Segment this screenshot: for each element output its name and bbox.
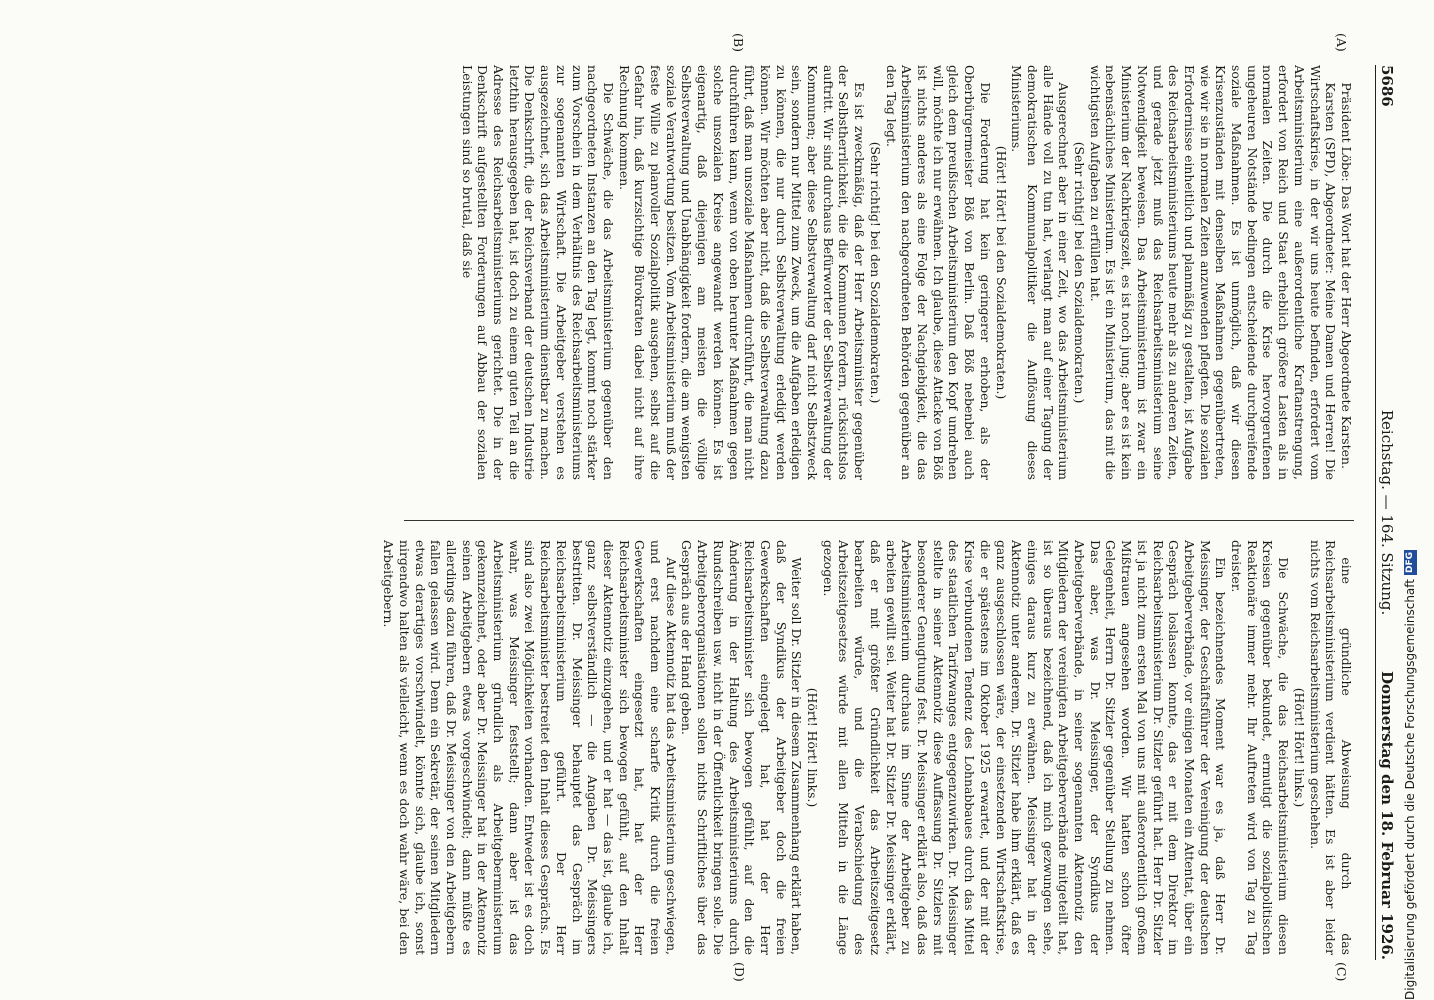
funding-text: Digitalisierung gefördert durch die Deutsche Forschungsgemeinschaft — [1403, 578, 1417, 1000]
paragraph: Karsten (SPD), Abgeordneter: Meine Damen und Herren! Die Wirtschaftskrise, in der wir uns heute befinden, erfordert vom Arbeitsministerium eine außerordentliche Kraftanstrengung, erfordert von Reich und Staat erheblich größere Lasten als in normalen Zeiten. Die durch die Krise hervorgerufenen ungeheuren Notstände bedingen entscheidende durchgreifende soziale Maßnahmen. Es ist unmöglich, daß wir diesen Krisenzuständen mit denselben Maßnahmen gegenübertreten, wie wir sie in normalen Zeiten anzuwenden pflegten. Die sozialen Erfordernisse einheitlich und planmäßig zu gestalten, ist Aufgabe des Reichsarbeitsministeriums heute mehr als zu anderen Zeiten, und gerade jetzt muß das Reichsarbeitsministerium seine Notwendigkeit beweisen. Das Arbeitsministerium ist zwar ein Ministerium der Nachkriegszeit, es ist noch jung; aber es ist kein nebensächliches Ministerium. Es ist ein Ministerium, das mit die wichtigsten Aufgaben zu erfüllen hat. — [1087, 65, 1339, 480]
interjection: (Hört! Hört! links.) — [805, 687, 821, 808]
paragraph: Die Schwäche, die das Arbeitsministerium gegenüber den nachgeordneten Instanzen an den Tag legt, kommt noch stärker zum Vorschein in dem Verhältnis des Reichsarbeitsministeriums zur sogenannten Wirtschaft. Die Arbeitgeber verstehen es ausgezeichnet, sich das Arbeitsministerium dienstbar zu machen. Die Denkschrift, die der Reichsverband der deutschen Industrie letzthin herausgegeben hat, ist doch zu einem guten Teil an die Adresse des Reichsarbeitsministeriums gerichtet. Die in der Denkschrift aufgestellten Forderungen auf Abbau der sozialen Leistungen sind so brutal, daß sie — [459, 65, 616, 480]
paragraph: Ein bezeichnendes Moment war es ja, daß Herr Dr. Meissinger, der Geschäftsführer der Vereinigung der deutschen Arbeitgeberverbände, vor einigen Monaten ein Attentat, über ein Gespräch loslassen konnte, das er mit dem Direktor im Reichsarbeitsministerium Dr. Sitzler geführt hat. Herr Dr. Sitzler ist ja nicht zum ersten Mal von uns mit außerordentlich großem Mißtrauen angesehen worden. Wir hatten schon öfter Gelegenheit, Herrn Dr. Sitzler gegenüber Stellung zu nehmen. Das aber, was Dr. Meissinger, der Syndikus der Arbeitgeberverbände, in seiner sogenannten Aktennotiz den Mitgliedern der vereinigten Arbeitgeberverbände mitgeteilt hat, ist so überaus bezeichnend, daß ich mich gezwungen sehe, einiges daraus kurz zu erwähnen. Meissinger hat in der Aktennotiz unter anderem, Dr. Sitzler habe ihm erklärt, daß es ganz ausgeschlossen wäre, der einsetzenden Wirtschaftskrise, die er spätestens im Oktober 1925 erwartet, und der mit der Krise verbundenen Tendenz des Lohnabbaues durch das Mittel des staatlichen Tarifzwanges entgegenzuwirken. Dr. Meissinger stellte in seiner Aktennotiz diese Auffassung Dr. Sitzlers mit besonderer Genugtuung fest. Dr. Meissinger erklärt also, daß das Arbeitsministerium durchaus im Sinne der Arbeitgeber zu arbeiten gewillt sei. Weiter hat Dr. Sitzler Dr. Meissinger erklärt, daß er mit größter Gründlichkeit das Arbeitszeitgesetz bearbeiten würde, und die Verabschiedung des Arbeitszeitgesetzes würde mit allen Mitteln in die Länge gezogen. — [820, 540, 1229, 955]
paragraph: Präsident Löbe: Das Wort hat der Herr Abgeordnete Karsten. — [1339, 82, 1354, 469]
page-number: 5686 — [1378, 65, 1396, 107]
paragraph: Die Forderung hat kein geringerer erhoben, als der Oberbürgermeister Böß von Berlin. Daß Böß nebenbei auch gleich dem preußischen Arbeitsministerium den Kopf umdrehen will, möchte ich nur erwähnen. Ich glaube, diese Attacke von Böß ist nichts anderes als eine Folge der Nachgiebigkeit, die das Arbeitsministerium den nachgeordneten Behörden gegenüber an den Tag legt. — [883, 65, 993, 480]
funding-note — [1400, 0, 1420, 1000]
left-column — [344, 65, 1354, 480]
paragraph: Ausgerechnet aber in einer Zeit, wo das Arbeitsministerium alle Hände voll zu tun hat, verlangt man auf einer Tagung der demokratischen Kommunalpolitiker die Auflösung dieses Ministeriums. — [1009, 65, 1072, 480]
paragraph: eine gründliche Abweisung durch das Reichsarbeitsministerium verdient hätten. Es ist aber leider nichts vom Reichsarbeitsministerium geschehen. — [1307, 540, 1354, 955]
paragraph: Die Schwäche, die das Reichsarbeitsministerium diesen Kreisen gegenüber bekundet, ermutigt die sozialpolitischen Reaktionäre immer mehr. Ihr Auftreten wird von Tag zu Tag dreister. — [1229, 540, 1292, 955]
interjection: (Sehr richtig! bei den Sozialdemokraten.) — [867, 141, 883, 404]
margin-marker-a: (A) — [1334, 33, 1349, 52]
session-date: Donnerstag den 18. Februar 1926. — [1378, 670, 1396, 960]
right-column — [344, 540, 1354, 955]
margin-marker-c: (C) — [1334, 962, 1349, 982]
margin-marker-b: (B) — [731, 33, 746, 52]
interjection: (Hört! Hört! bei den Sozialdemokraten.) — [993, 145, 1009, 400]
session-title: Reichstag. — 164. Sitzung. — [1378, 409, 1396, 616]
dfg-logo: DFG — [1404, 551, 1415, 573]
interjection: (Hört! Hört! links.) — [1291, 687, 1307, 808]
paragraph: Es ist zweckmäßig, daß der Herr Arbeitsminister gegenüber der Selbstherrlichkeit, die die Kommunen fordern, rücksichtslos auftritt. Wir sind durchaus Befürworter der Selbstverwaltung der Kommunen; aber diese Selbstverwaltung darf nicht Selbstzweck sein, sondern nur Mittel zum Zweck, um die Aufgaben erledigen zu können, die nur durch Selbstverwaltung erledigt werden können. Wir möchten aber nicht, daß die Selbstverwaltung dazu führt, daß man unsoziale Maßnahmen durchführt, die man nicht durchführen kann, wenn von oben herunter Maßnahmen gegen solche unsozialen Kreise angewandt werden können. Es ist eigenartig, daß diejenigen am meisten die völlige Selbstverwaltung und Unabhängigkeit fordern, die am wenigsten soziale Verantwortung besitzen. Vom Arbeitsministerium muß der feste Wille zu planvoller Sozialpolitik ausgehen, selbst auf die Gefahr hin, daß kurzsichtige Bürokraten dabei nicht auf ihre Rechnung kommen. — [616, 65, 868, 480]
column-divider — [404, 520, 1354, 521]
paragraph: Weiter soll Dr. Sitzler in diesem Zusammenhang erklärt haben, daß der Syndikus der Arbeitgeber doch die freien Gewerkschaften eingelegt hat, hat der Herr Reichsarbeitsminister sich bewogen gefühlt, auf den die Änderung in der Haltung des Arbeitsministeriums durch Rundschreiben usw. nicht in der Öffentlichkeit bringen solle. Die Arbeitgeberorganisationen sollen nichts Schriftliches über das Gespräch aus der Hand geben. — [679, 540, 805, 955]
margin-marker-d: (D) — [732, 962, 747, 982]
interjection: (Sehr richtig! bei den Sozialdemokraten.) — [1072, 141, 1088, 404]
paragraph: Auf diese Aktennotiz hat das Arbeitsministerium geschwiegen, und erst nachdem eine scharfe Kritik durch die freien Gewerkschaften eingesetzt hat, hat der Herr Reichsarbeitsminister sich bewogen gefühlt, auf den Inhalt dieser Aktennotiz einzugehen, und er hat — das ist, glaube ich, ganz selbstverständlich — die Angaben Dr. Meissingers bestritten. Dr. Meissinger behauptet das Gespräch im Reichsarbeitsministerium geführt. Der Herr Reichsarbeitsminister bestreitet den Inhalt dieses Gesprächs. Es sind also zwei Möglichkeiten vorhanden. Entweder ist es doch wahr, was Meissinger feststellt; dann aber ist das Arbeitsministerium gründlich als Arbeitgeberministerium gekennzeichnet, oder aber Dr. Meissinger hat in der Aktennotiz seinen Arbeitgebern etwas vorgeschwindelt; dann müßte es allerdings dazu führen, daß Dr. Meissinger von den Arbeitgebern fallen gelassen wird. Denn ein Sekretär, der seinen Mitgliedern etwas derartiges vorschwindelt, könnte sich, glaube ich, sonst nirgendwo halten als vielleicht, wenn es doch wahr wäre, bei den Arbeitgebern. — [381, 540, 679, 955]
page-header — [1375, 65, 1398, 960]
